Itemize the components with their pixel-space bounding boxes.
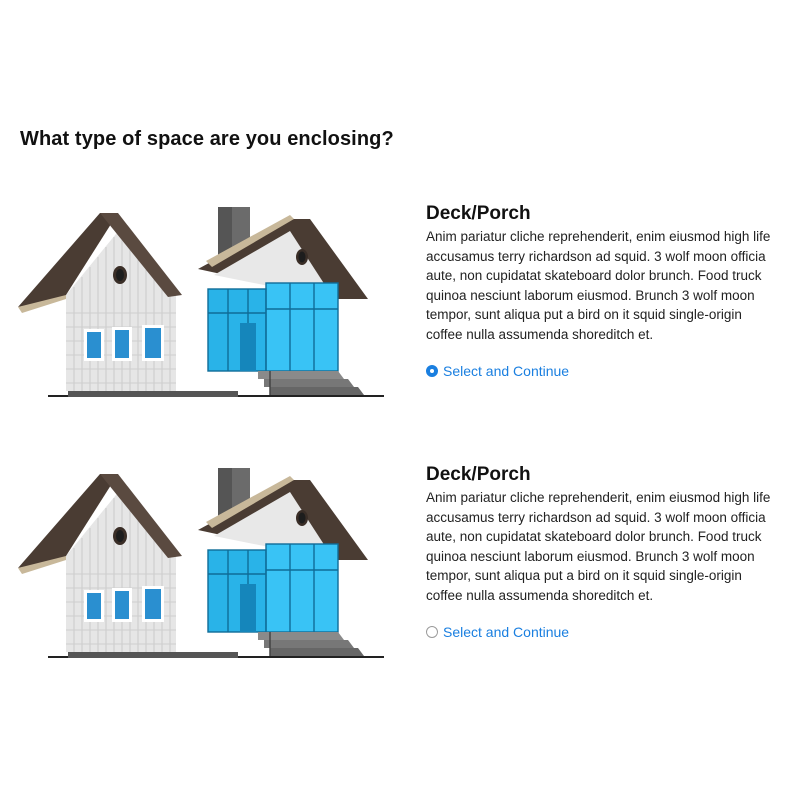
select-and-continue-label[interactable]: Select and Continue — [443, 623, 570, 640]
select-and-continue-label[interactable]: Select and Continue — [443, 362, 570, 379]
option-text — [426, 464, 782, 640]
house-illustration — [18, 464, 386, 668]
option-text — [426, 203, 782, 379]
radio-button-selected[interactable] — [426, 365, 438, 377]
house-illustration — [18, 203, 386, 407]
option-title: Deck/Porch — [426, 203, 531, 224]
select-and-continue-option[interactable] — [426, 363, 782, 379]
radio-button-unselected[interactable] — [426, 626, 438, 638]
select-and-continue-option[interactable] — [426, 624, 782, 640]
option-card-deck-porch — [0, 456, 800, 717]
option-card-deck-porch — [0, 195, 800, 456]
option-description: Anim pariatur cliche reprehenderit, enim eiusmod high life accusamus terry richardson ad squid. 3 wolf moon officia aute, non cupidatat skateboard dolor brunch. Food truck quinoa nesciunt laborum eiusmod. Brunch 3 wolf moon tempor, sunt aliqua put a bird on it squid single-origin coffee nulla assumenda shoreditch et. — [426, 490, 771, 603]
option-description: Anim pariatur cliche reprehenderit, enim eiusmod high life accusamus terry richardson ad squid. 3 wolf moon officia aute, non cupidatat skateboard dolor brunch. Food truck quinoa nesciunt laborum eiusmod. Brunch 3 wolf moon tempor, sunt aliqua put a bird on it squid single-origin coffee nulla assumenda shoreditch et. — [426, 229, 771, 342]
page-title: What type of space are you enclosing? — [20, 128, 394, 150]
option-title: Deck/Porch — [426, 464, 531, 485]
